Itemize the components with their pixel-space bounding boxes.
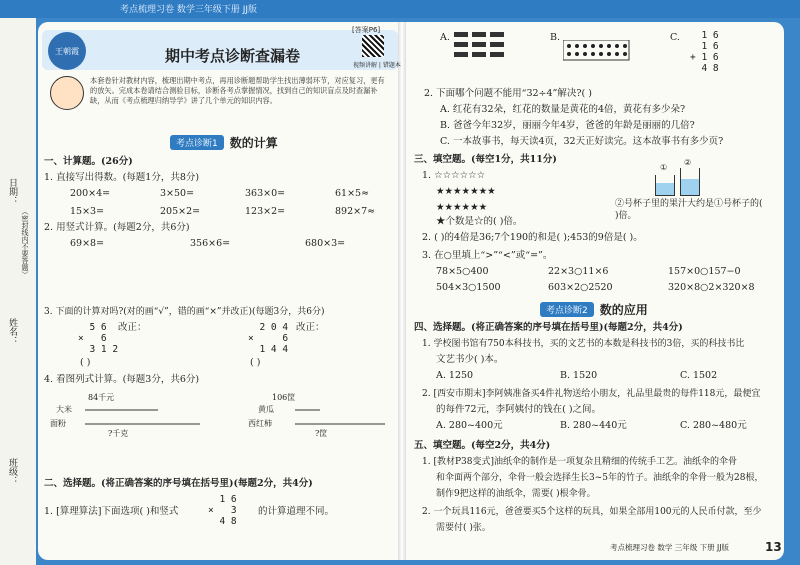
compare-item: 504×3○1500	[436, 282, 501, 293]
q1-part1: 1. 直接写出得数。(每题1分，共8分)	[44, 172, 200, 183]
q1-part3: 3. 下面的计算对吗?(对的画“√”，错的画“×”并改正)(每题3分，共6分)	[44, 307, 325, 317]
q4-title: 四、选择题。(将正确答案的序号填在括号里)(每题2分，共4分)	[414, 322, 683, 333]
intro-text: 本套卷针对教材内容，梳理出期中考点，再用诊断题帮助学生找出薄弱环节，对应复习，更有的放矢。完成本卷请结合测验目标，诊断各考点掌握情况，找到自己的知识盲点及时查漏补缺，从而《考点梳理归纳导学》讲了几个单元的知识内容。	[90, 76, 385, 105]
q2-title: 二、选择题。(将正确答案的序号填在括号里)(每题2分，共4分)	[44, 478, 313, 489]
diagram-label: 黄瓜	[258, 405, 274, 414]
q4-2: 2. [西安市期末]李阿姨准备买4件礼物送给小朋友，礼品里最贵的每件118元，最便宜	[422, 389, 761, 399]
calc-item: 123×2=	[245, 206, 286, 217]
answer-ref: [答案P6]	[352, 26, 381, 34]
calc-item: 200×4=	[70, 188, 111, 199]
vertical-calc-1: 5 6 × 6 3 1 2	[78, 322, 119, 355]
fill-2: 2. ( )的4倍是36;7个190的和是( );453的9倍是( )。	[422, 232, 643, 243]
q1-part4: 4. 看图列式计算。(每题3分，共6分)	[44, 374, 200, 385]
page-title: 期中考点诊断查漏卷	[165, 47, 301, 65]
section-tag: 考点诊断1	[170, 135, 224, 150]
choice: B. 280~440元	[560, 420, 627, 431]
q4-1b: 文艺书少( )本。	[436, 354, 504, 365]
top-band	[0, 0, 800, 18]
choice-b: B. 爸爸今年32岁，丽丽今年4岁，爸爸的年龄是丽丽的几倍?	[440, 120, 695, 131]
judge-paren: ( )	[250, 357, 261, 368]
q5-title: 五、填空题。(每空2分，共4分)	[414, 440, 551, 451]
cup-2-icon	[680, 168, 700, 196]
q4-2b: 的每件72元，李阿姨付的钱在( )之间。	[436, 404, 602, 415]
stars-row-1: 1. ☆☆☆☆☆☆	[422, 170, 486, 181]
option-b: B.	[550, 32, 561, 43]
q5-2: 2. 一个玩具116元，爸爸要买5个这样的玩具，如果全部用100元的人民币付款，至少	[422, 507, 762, 517]
dot-array-icon	[563, 40, 633, 62]
section-name: 数的计算	[229, 135, 278, 150]
class-label: 班级：	[7, 458, 17, 485]
compare-item: 603×2○2520	[548, 282, 613, 293]
section-header-2	[540, 301, 648, 317]
option-a: A.	[440, 32, 450, 43]
q5-1b: 和伞面两个部分，伞骨一般会选择生长3~5年的竹子。油纸伞的伞骨一般为28根，	[436, 473, 764, 483]
calc-item: 205×2=	[160, 206, 201, 217]
diagram-label: ?千克	[108, 429, 129, 438]
q2-p1b: 的计算道理不同。	[258, 506, 335, 517]
page-number: 13	[765, 540, 782, 554]
fill-3: 3. 在○里填上“>”“<”或“=”。	[422, 250, 553, 261]
q5-2b: 需要付( )张。	[436, 523, 491, 533]
compare-item: 157×0○157−0	[668, 266, 741, 277]
calc-item: 363×0=	[245, 188, 286, 199]
name-label: 姓名：	[7, 318, 17, 345]
cup-1-label: ①	[660, 163, 668, 172]
q1-part2: 2. 用竖式计算。(每题2分，共6分)	[44, 222, 190, 233]
page-spine	[398, 22, 406, 560]
calc-item: 15×3=	[70, 206, 105, 217]
choice: C. 280~480元	[680, 420, 747, 431]
cup-question: ②号杯子里的果汁大约是①号杯子的( )倍。	[615, 199, 763, 221]
cup-1-icon	[655, 175, 675, 196]
calc-item: 3×50=	[160, 188, 195, 199]
section-tag: 考点诊断2	[540, 302, 594, 317]
stars-row-3: ★★★★★★	[436, 202, 488, 213]
q2-part2: 2. 下面哪个问题不能用“32÷4”解决?( )	[424, 88, 592, 99]
footer-text: 考点梳理习卷 数学 三年级 下册 JJ版	[610, 543, 729, 552]
choice: A. 1250	[436, 370, 474, 381]
cartoon-face-icon	[50, 76, 84, 110]
calc-item: 892×7≈	[335, 206, 376, 217]
diagram-label: 84千元	[88, 393, 115, 402]
compare-item: 320×8○2×320×8	[668, 282, 755, 293]
stars-question: ★个数是☆的( )倍。	[436, 216, 523, 227]
compare-item: 22×3○11×6	[548, 266, 609, 277]
judge-paren: ( )	[80, 357, 91, 368]
calc-item: 356×6=	[190, 238, 231, 249]
q5-1c: 制作9把这样的油纸伞，需要( )根伞骨。	[436, 489, 596, 499]
fix-label: 改正：	[118, 322, 147, 333]
calc-item: 680×3=	[305, 238, 346, 249]
option-c: C.	[670, 32, 680, 43]
pencil-cases-icon	[452, 30, 512, 70]
choice-a: A. 红花有32朵，红花的数量是黄花的4倍，黄花有多少朵?	[440, 104, 686, 115]
choice-c: C. 一本故事书，每天读4页，32天正好读完。这本故事书有多少页?	[440, 136, 724, 147]
band-text: 考点梳理习卷 数学三年级下册 JJ版	[120, 5, 258, 15]
diagram-label: ?筐	[315, 429, 328, 438]
choice: B. 1520	[560, 370, 598, 381]
stars-row-2: ★★★★★★★	[436, 186, 496, 197]
diagram-label: 西红柿	[248, 419, 272, 428]
vertical-calc-2: 2 0 4 × 6 1 4 4	[248, 322, 289, 355]
calc-item: 69×8=	[70, 238, 105, 249]
calc-item: 61×5≈	[335, 188, 370, 199]
q1-title: 一、计算题。(26分)	[44, 156, 133, 167]
seal-note: （密封线内不要答题）	[21, 208, 29, 278]
brand-logo: 王朝霞	[48, 32, 86, 70]
qr-caption: 视频讲解 | 错题本	[353, 62, 401, 69]
diagram-label: 106筐	[272, 393, 296, 402]
choice: A. 280~400元	[436, 420, 503, 431]
vertical-calc-3: 1 6 × 3 4 8	[208, 494, 237, 527]
q2-p1a: 1. [算理算法]下面选项( )和竖式	[44, 506, 179, 517]
q4-1: 1. 学校图书馆有750本科技书，买的文艺书的本数是科技书的3倍，买的科技书比	[422, 339, 745, 349]
q5-1: 1. [教材P38变式]油纸伞的制作是一项复杂且精细的传统手工艺。油纸伞的伞骨	[422, 457, 737, 467]
diagram-label: 面粉	[50, 419, 66, 428]
date-label: 日期：	[7, 178, 17, 205]
diagram-label: 大米	[56, 405, 72, 414]
choice: C. 1502	[680, 370, 718, 381]
compare-item: 78×5○400	[436, 266, 489, 277]
qr-code-icon[interactable]	[362, 35, 384, 57]
section-header-1	[170, 134, 278, 150]
section-name: 数的应用	[599, 302, 648, 317]
binding-margin	[0, 18, 36, 565]
fix-label: 改正：	[296, 322, 325, 333]
vertical-add: 1 6 1 6 + 1 6 4 8	[690, 30, 719, 74]
q3-title: 三、填空题。(每空1分，共11分)	[414, 154, 557, 165]
cup-2-label: ②	[684, 158, 692, 167]
